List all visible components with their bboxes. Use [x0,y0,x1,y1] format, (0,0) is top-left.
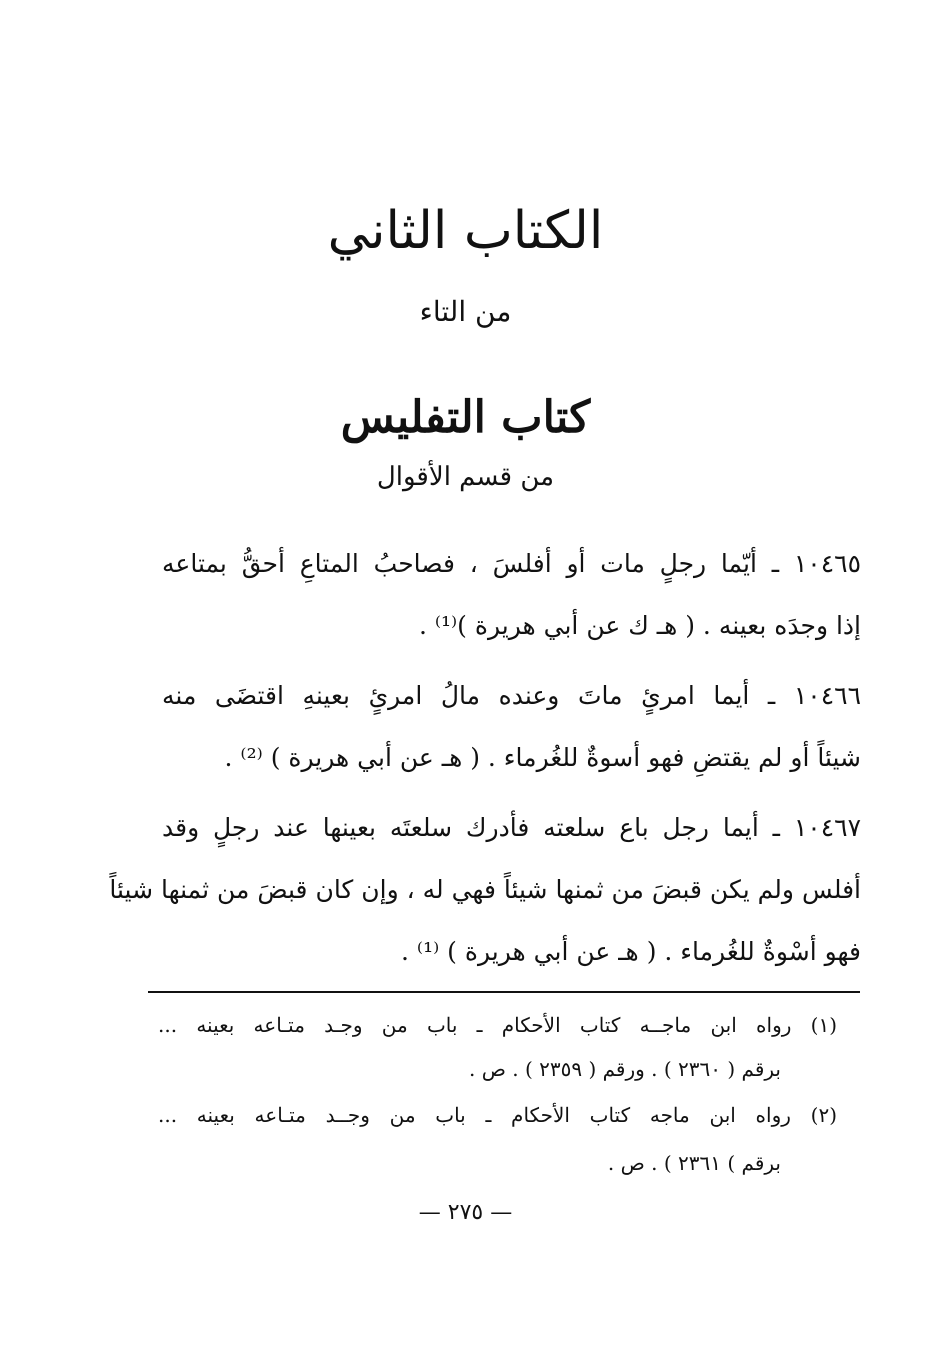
book-title: الكتاب الثاني [327,201,604,261]
footnote-1-line-2: برقم ( ٢٣٦٠ ) . ورقم ( ٢٣٥٩ ) . ص . [468,1057,781,1081]
hadith-1-line-1: ١٠٤٦٥ ـ أيّما رجلٍ مات أو أفلسَ ، فصاحبُ المتاعِ أحقُّ بمتاعه [162,549,861,578]
footnote-2-line-1: (٢) رواه ابن ماجه كتاب الأحكام ـ باب من وجــد متـاعه بعينه ... [158,1103,837,1127]
hadith-1-line-2: إذا وجدَه بعينه . ( هـ ك عن أبي هريرة )⁽¹⁾ . [418,611,861,640]
hadith-3-line-2: أفلس ولم يكن قبضَ من ثمنها شيئاً فهي له ، وإن كان قبضَ من ثمنها شيئاً [109,875,861,904]
book-subtitle: من التاء [419,295,512,328]
hadith-3-line-1: ١٠٤٦٧ ـ أيما رجل باع سلعته فأدرك سلعتَه بعينها عند رجلٍ وقد [162,813,861,842]
chapter-title: كتاب التفليس [340,392,591,443]
hadith-2-line-1: ١٠٤٦٦ ـ أيما امرئٍ ماتَ وعنده مالُ امرئٍ بعينهِ اقتضَى منه [162,681,861,710]
footnote-1-line-1: (١) رواه ابن ماجــه كتاب الأحكام ـ باب من وجـد متـاعه بعينه ... [158,1013,837,1037]
footnote-2-line-2: برقم ) ٢٣٦١ ) . ص . [607,1151,781,1175]
page-number: — ٢٧٥ — [418,1200,513,1225]
footnote-separator [148,991,860,993]
chapter-subtitle: من قسم الأقوال [376,462,555,492]
hadith-2-line-2: شيئاً أو لم يقتضِ فهو أسوةٌ للغُرماء . ( هـ عن أبي هريرة ) ⁽²⁾ . [224,743,861,772]
hadith-3-line-3: فهو أسْوةٌ للغُرماء . ( هـ عن أبي هريرة ) ⁽¹⁾ . [401,937,861,966]
